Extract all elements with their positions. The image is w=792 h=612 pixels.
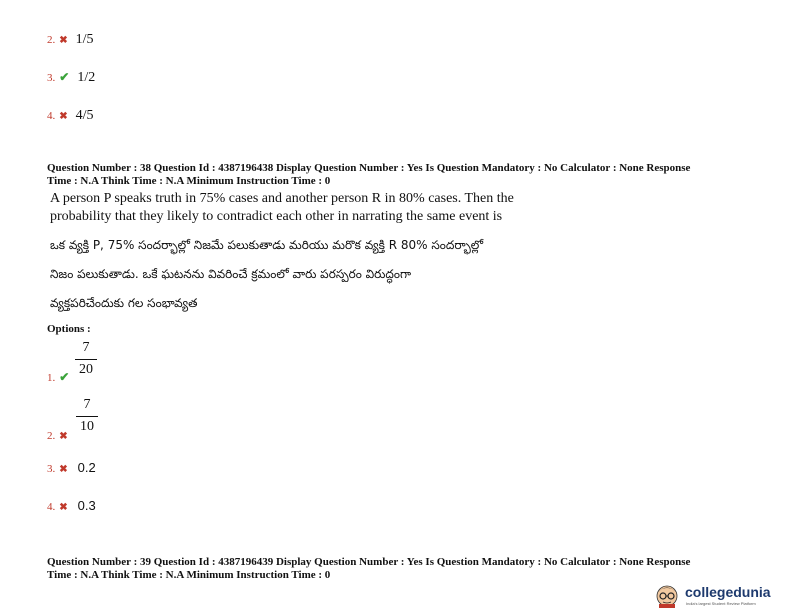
meta-line-1: Question Number : 39 Question Id : 4387196439 Display Question Number : Yes Is Question Mandatory : No Calculator : None Response: [47, 556, 691, 568]
meta-line-2: Time : N.A Think Time : N.A Minimum Instruction Time : 0: [47, 569, 331, 581]
prev-option-4: [47, 106, 94, 124]
question-telugu-line: ఒక వ్యక్తి P, 75% సందర్భాల్లో నిజమే పలుకుతాడు మరియు మరొక వ్యక్తి R 80% సందర్భాల్లో: [50, 238, 484, 252]
option-4: [47, 497, 96, 515]
cross-icon: ✖: [59, 464, 68, 475]
option-2: [47, 426, 68, 444]
check-icon: ✔: [59, 370, 70, 384]
option-1: [47, 368, 69, 386]
cross-icon: ✖: [59, 111, 68, 122]
meta-line-2: Time : N.A Think Time : N.A Minimum Instruction Time : 0: [47, 175, 331, 187]
option-number: 4.: [47, 110, 56, 122]
prev-option-2: [47, 30, 94, 48]
question-english-line: A person P speaks truth in 75% cases and another person R in 80% cases. Then the: [50, 191, 514, 206]
option-number: 2.: [47, 430, 56, 442]
question-telugu-line: నిజం పలుకుతాడు. ఒకే ఘటనను వివరించే క్రమంలో వారు పరస్పరం విరుద్ధంగా: [50, 267, 412, 281]
option-value: 1/2: [77, 70, 96, 85]
cross-icon: ✖: [59, 431, 68, 442]
denominator: 20: [79, 362, 93, 377]
cross-icon: ✖: [59, 502, 68, 513]
option-number: 4.: [47, 501, 56, 513]
prev-option-3: [47, 68, 95, 86]
numerator: 7: [83, 397, 91, 412]
question-telugu-line: వ్యక్తపరిచేందుకు గల సంభావ్యత: [50, 296, 198, 310]
option-number: 3.: [47, 463, 56, 475]
check-icon: ✔: [59, 70, 70, 84]
option-value: 0.2: [77, 460, 96, 475]
options-label: Options :: [47, 323, 91, 335]
denominator: 10: [80, 419, 94, 434]
option-1-fraction: [75, 340, 97, 378]
question-meta: [47, 162, 767, 188]
numerator: 7: [82, 340, 90, 355]
question-english-line: probability that they likely to contradict each other in narrating the same event is: [50, 209, 503, 224]
option-3: [47, 459, 96, 477]
mascot-icon: [652, 582, 682, 608]
option-2-fraction: [76, 397, 98, 435]
collegedunia-logo: [652, 580, 787, 610]
logo-name: collegedunia: [685, 584, 771, 600]
fraction-bar: [76, 416, 98, 417]
next-question-meta: [47, 556, 767, 582]
question-text: [50, 190, 750, 226]
option-number: 1.: [47, 372, 56, 384]
option-value: 1/5: [75, 32, 94, 47]
option-number: 2.: [47, 34, 56, 46]
option-number: 3.: [47, 72, 56, 84]
question-telugu: [50, 237, 770, 311]
option-value: 0.3: [77, 498, 96, 513]
cross-icon: ✖: [59, 35, 68, 46]
option-value: 4/5: [75, 108, 94, 123]
fraction-bar: [75, 359, 97, 360]
logo-tagline: India's largest Student Review Platform: [686, 601, 756, 606]
meta-line-1: Question Number : 38 Question Id : 4387196438 Display Question Number : Yes Is Question Mandatory : No Calculator : None Response: [47, 162, 691, 174]
